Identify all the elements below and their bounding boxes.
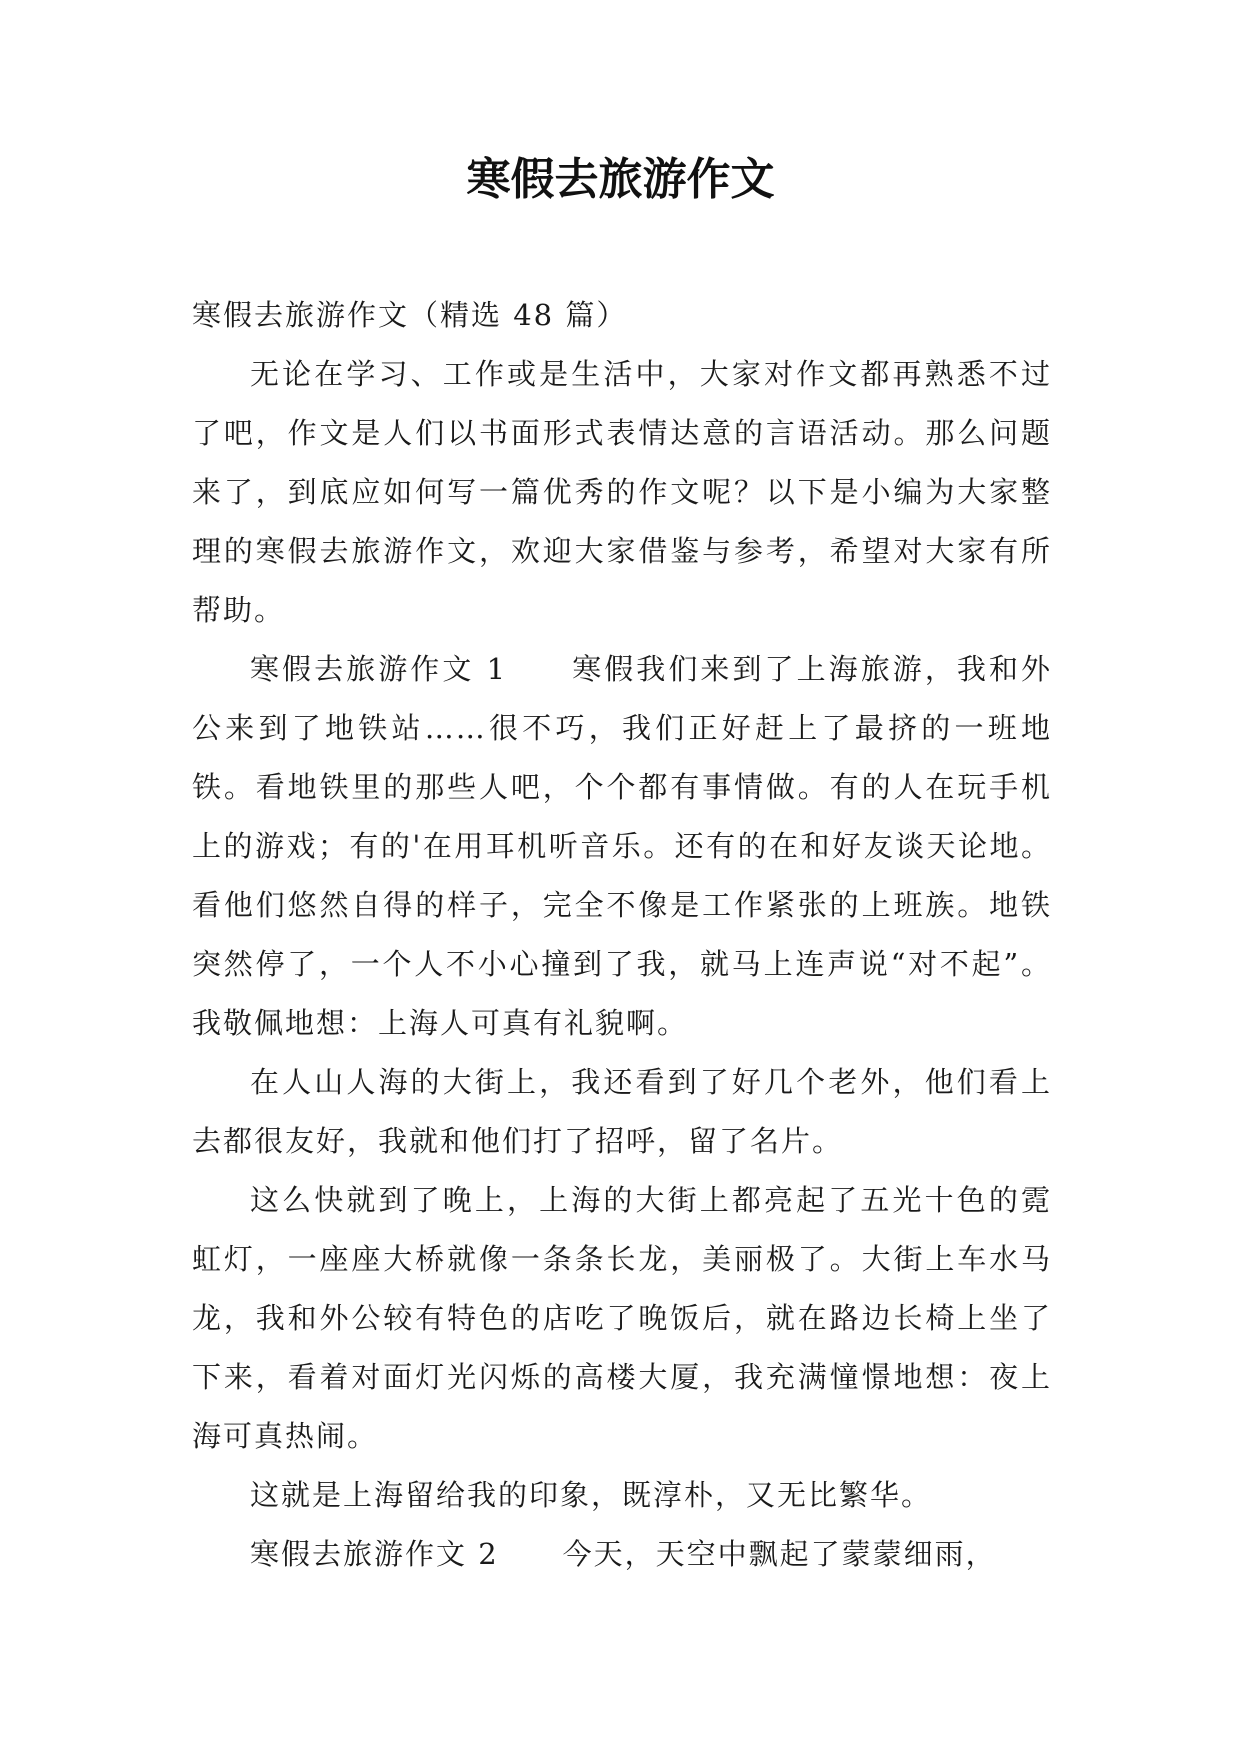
essay-1-paragraph-4: 这就是上海留给我的印象，既淳朴，又无比繁华。: [250, 1478, 933, 1512]
document-body: [192, 286, 1052, 1584]
intro-paragraph: 无论在学习、工作或是生活中，大家对作文都再熟悉不过了吧，作文是人们以书面形式表情达意的言语活动。那么问题来了，到底应如何写一篇优秀的作文呢？以下是小编为大家整理的寒假去旅游作文，欢迎大家借鉴与参考，希望对大家有所帮助。: [192, 357, 1052, 627]
essay-1-paragraph-3: 这么快就到了晚上，上海的大街上都亮起了五光十色的霓虹灯，一座座大桥就像一条条长龙，美丽极了。大街上车水马龙，我和外公较有特色的店吃了晚饭后，就在路边长椅上坐了下来，看着对面灯光闪烁的高楼大厦，我充满憧憬地想：夜上海可真热闹。: [192, 1183, 1052, 1453]
essay-1-heading: 寒假去旅游作文 1: [250, 652, 508, 686]
essay-1-paragraph-1: 寒假我们来到了上海旅游，我和外公来到了地铁站……很不巧，我们正好赶上了最挤的一班地铁。看地铁里的那些人吧，个个都有事情做。有的人在玩手机上的游戏；有的'在用耳机听音乐。还有的在和好友谈天论地。看他们悠然自得的样子，完全不像是工作紧张的上班族。地铁突然停了，一个人不小心撞到了我，就马上连声说“对不起”。我敬佩地想：上海人可真有礼貌啊。: [192, 652, 1052, 1040]
essay-1-paragraph-2: 在人山人海的大街上，我还看到了好几个老外，他们看上去都很友好，我就和他们打了招呼，留了名片。: [192, 1065, 1052, 1158]
page-title: 寒假去旅游作文: [466, 154, 775, 205]
document-subtitle: 寒假去旅游作文（精选 48 篇）: [192, 298, 628, 332]
essay-2-paragraph-1: 今天，天空中飘起了蒙蒙细雨，: [562, 1537, 997, 1571]
essay-2-heading: 寒假去旅游作文 2: [250, 1537, 499, 1571]
essay-2-first-paragraph: [192, 1525, 1052, 1584]
essay-1-first-paragraph: [192, 640, 1052, 1053]
